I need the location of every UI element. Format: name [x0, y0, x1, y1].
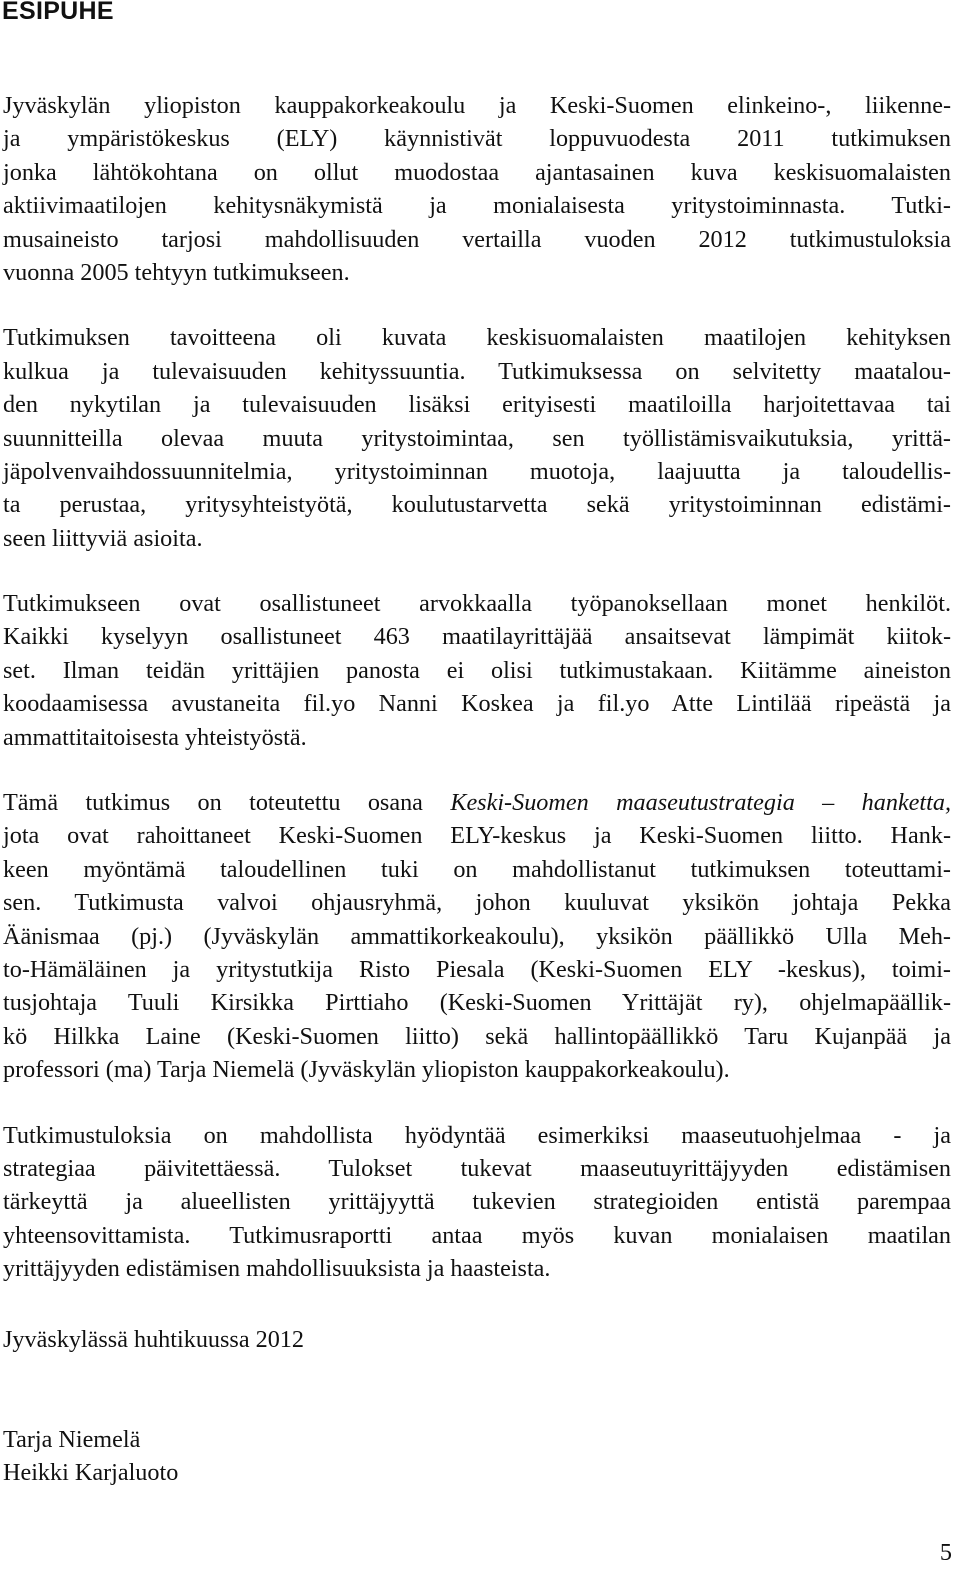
paragraph-1 — [3, 89, 951, 289]
text-line: professori (ma) Tarja Niemelä (Jyväskylän yliopiston kauppakorkeakoulu). — [3, 1056, 730, 1084]
text-line: koodaamisessa avustaneita fil.yo Nanni Koskea ja fil.yo Atte Lintilää ripeästä ja — [3, 690, 951, 718]
text-line: tärkeyttä ja alueellisten yrittäjyyttä tukevien strategioiden entistä parempaa — [3, 1188, 951, 1216]
text-line: kulkua ja tulevaisuuden kehityssuuntia. Tutkimuksessa on selvitetty maatalou- — [3, 357, 951, 385]
text-line: yhteensovittamista. Tutkimusraportti antaa myös kuvan monialaisen maatilan — [3, 1221, 951, 1249]
text-line: seen liittyviä asioita. — [3, 524, 203, 552]
text-line: ta perustaa, yritysyhteistyötä, koulutustarvetta sekä yritystoiminnan edistämi- — [3, 491, 951, 519]
text-line: strategiaa päivitettäessä. Tulokset tukevat maaseutuyrittäjyyden edistämisen — [3, 1154, 951, 1182]
text-line: Tutkimukseen ovat osallistuneet arvokkaalla työpanoksellaan monet henkilöt. — [3, 590, 951, 618]
text-line: jota ovat rahoittaneet Keski-Suomen ELY-keskus ja Keski-Suomen liitto. Hank- — [3, 822, 951, 850]
text-line: aktiivimaatilojen kehitysnäkymistä ja monialaisesta yritystoiminnasta. Tutki- — [3, 192, 951, 220]
dateline: Jyväskylässä huhtikuussa 2012 — [3, 1326, 304, 1353]
text-line: suunnitteilla olevaa muuta yritystoimintaa, sen työllistämisvaikutuksia, yrittä- — [3, 424, 951, 452]
text-line: tusjohtaja Tuuli Kirsikka Pirttiaho (Keski-Suomen Yrittäjät ry), ohjelmapäällik- — [3, 989, 951, 1017]
text-line: Äänismaa (pj.) (Jyväskylän ammattikorkeakoulu), yksikön päällikkö Ulla Meh- — [3, 922, 951, 950]
paragraph-2 — [3, 321, 951, 555]
text-line: jäpolvenvaihdossuunnitelmia, yritystoiminnan muotoja, laajuutta ja taloudellis- — [3, 457, 951, 485]
text-line: yrittäjyyden edistämisen mahdollisuuksista ja haasteista. — [3, 1255, 551, 1283]
signatory-name: Heikki Karjaluoto — [3, 1459, 179, 1487]
text-line: set. Ilman teidän yrittäjien panosta ei olisi tutkimustakaan. Kiitämme aineiston — [3, 656, 951, 684]
text-line: to-Hämäläinen ja yritystutkija Risto Piesala (Keski-Suomen ELY -keskus), toimi- — [3, 955, 951, 983]
preface-body — [3, 89, 951, 1318]
text-line: musaineisto tarjosi mahdollisuuden vertailla vuoden 2012 tutkimustuloksia — [3, 225, 951, 253]
signatures — [3, 1423, 178, 1490]
text-line: Jyväskylän yliopiston kauppakorkeakoulu ja Keski-Suomen elinkeino-, liikenne- — [3, 92, 951, 119]
text-line: den nykytilan ja tulevaisuuden lisäksi erityisesti maatiloilla harjoitettavaa tai — [3, 391, 951, 419]
text-line: ja ympäristökeskus (ELY) käynnistivät loppuvuodesta 2011 tutkimuksen — [3, 125, 951, 153]
text-line: vuonna 2005 tehtyyn tutkimukseen. — [3, 258, 350, 286]
page-heading: ESIPUHE — [2, 0, 114, 25]
text-line: keen myöntämä taloudellinen tuki on mahdollistanut tutkimuksen toteuttami- — [3, 855, 951, 883]
text-line: kö Hilkka Laine (Keski-Suomen liitto) sekä hallintopäällikkö Taru Kujanpää ja — [3, 1022, 951, 1050]
paragraph-5 — [3, 1119, 951, 1286]
text-line: sen. Tutkimusta valvoi ohjausryhmä, johon kuuluvat yksikön johtaja Pekka — [3, 889, 951, 917]
project-name: Keski-Suomen maaseutustrategia – hanketta, — [450, 789, 952, 817]
text-line-with-italic — [3, 786, 951, 819]
text-line: jonka lähtökohtana on ollut muodostaa ajantasainen kuva keskisuomalaisten — [3, 158, 951, 186]
text-line: ammattitaitoisesta yhteistyöstä. — [3, 723, 307, 751]
paragraph-4 — [3, 786, 951, 1087]
text-segment: Tämä tutkimus on toteutettu osana — [3, 789, 451, 817]
page-number: 5 — [939, 1539, 952, 1566]
paragraph-3 — [3, 587, 951, 754]
text-line: Tutkimustuloksia on mahdollista hyödyntää esimerkiksi maaseutuohjelmaa - ja — [3, 1121, 951, 1149]
text-line: Tutkimuksen tavoitteena oli kuvata keskisuomalaisten maatilojen kehityksen — [3, 324, 951, 352]
signatory-name: Tarja Niemelä — [3, 1426, 141, 1453]
text-line: Kaikki kyselyyn osallistuneet 463 maatilayrittäjää ansaitsevat lämpimät kiitok- — [3, 623, 951, 651]
